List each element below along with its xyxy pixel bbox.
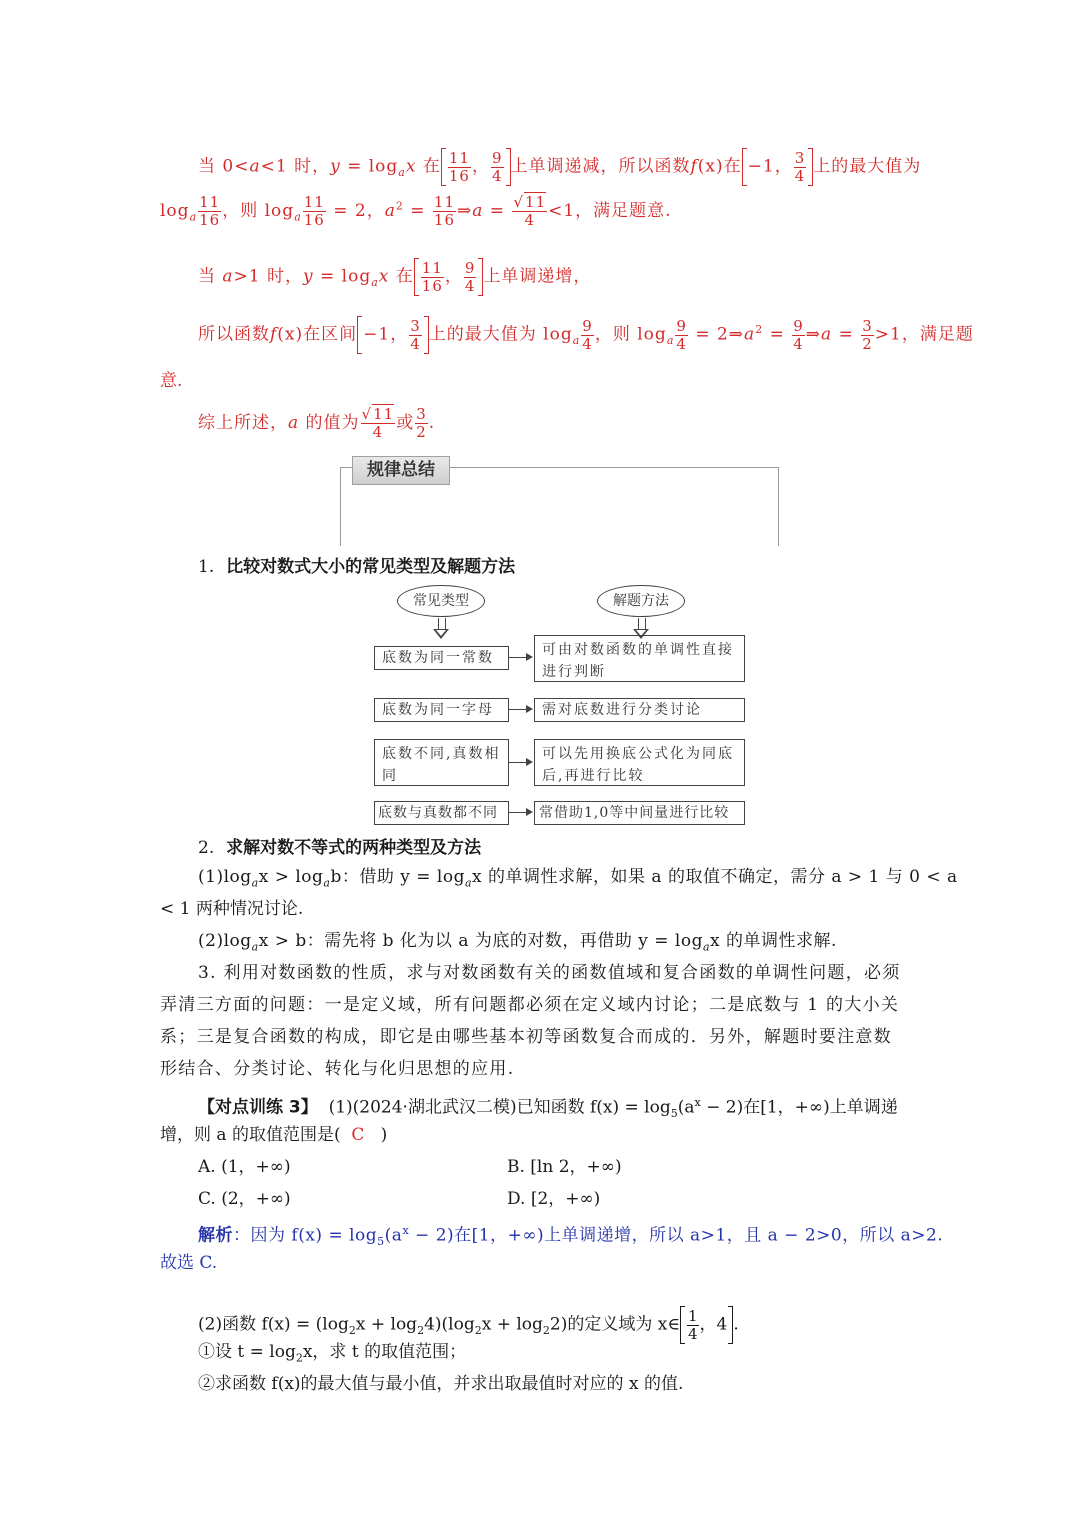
fraction	[409, 318, 422, 353]
text: x 的单调性求解，如果 a 的取值不确定，需分 a > 1 与 0 < a	[472, 867, 958, 887]
subscript: 2	[542, 1323, 550, 1337]
var: a	[384, 201, 396, 221]
denominator: 4	[794, 166, 806, 185]
text: =	[832, 324, 861, 345]
type-box-3	[374, 739, 509, 786]
bracket-left	[414, 258, 419, 296]
text: −1，	[363, 324, 409, 345]
denominator: 4	[676, 334, 687, 353]
var: y	[303, 266, 314, 287]
denominator: 4	[491, 166, 503, 185]
fraction	[303, 194, 326, 229]
text: < 1 两种情况讨论.	[160, 899, 304, 919]
text: ，4	[699, 1314, 728, 1335]
method-label: 可以先用换底公式化为同底后,再进行比较	[542, 746, 734, 784]
option-text: D. [2，+∞)	[507, 1189, 601, 1209]
type-box-2	[374, 698, 509, 722]
denominator: 16	[421, 276, 443, 295]
var: a	[251, 876, 259, 890]
text: (x)在区间	[277, 324, 358, 345]
denominator: 4	[582, 334, 593, 353]
denominator: 16	[433, 211, 456, 229]
text: 上单调递减，所以函数	[510, 156, 691, 177]
section-2-item-1	[198, 866, 958, 894]
text: .	[733, 1314, 739, 1335]
text: = 2，	[326, 201, 385, 221]
right-arrow-icon	[509, 657, 531, 658]
fraction	[581, 318, 594, 353]
solution-line-5	[160, 370, 182, 392]
text: 在	[389, 266, 414, 287]
text: x + log	[355, 1314, 418, 1335]
text: x + log	[481, 1314, 543, 1335]
oval-label: 常见类型	[413, 593, 469, 609]
var: a	[398, 165, 406, 179]
text: 所以函数	[198, 324, 270, 345]
denominator: 16	[448, 166, 470, 185]
exercise-question-1	[198, 1092, 898, 1125]
denominator: 4	[464, 276, 476, 295]
section-2-heading	[198, 833, 481, 858]
text: ，则 log	[222, 201, 295, 221]
text: =	[763, 324, 792, 345]
bracket-left	[357, 316, 362, 354]
solution-line-3	[198, 258, 591, 296]
text: >1，满足题	[874, 324, 974, 345]
text: (x)在	[697, 156, 742, 177]
text: =	[483, 201, 512, 221]
var: f	[270, 324, 278, 345]
text: − 2)在[1，+∞)上单调递增，所以 a>1，且 a − 2>0，所以 a>2.	[409, 1225, 944, 1246]
text: ，则 log	[594, 324, 667, 345]
section-3-line-1	[198, 962, 901, 984]
exercise-question-2-item-2	[198, 1373, 683, 1395]
var: a	[251, 940, 259, 954]
text: = 2⇒	[688, 324, 745, 345]
text: 增，则 a 的取值范围是(	[160, 1125, 341, 1145]
exercise-tag: 【对点训练 3】	[198, 1097, 318, 1118]
summary-title: 规律总结	[352, 456, 450, 485]
var: a	[249, 156, 261, 177]
fraction	[433, 194, 456, 229]
text: ，	[444, 266, 463, 287]
denominator: 4	[372, 423, 384, 441]
type-box-4	[374, 801, 509, 825]
var: f	[690, 156, 698, 177]
fraction	[512, 194, 547, 229]
var: a	[294, 210, 302, 224]
numerator: 11	[303, 193, 325, 211]
type-label: 底数与真数都不同	[378, 805, 498, 821]
var: a	[666, 333, 675, 347]
solution-analysis-cont	[160, 1252, 217, 1274]
method-label: 可由对数函数的单调性直接进行判断	[542, 642, 734, 680]
solution-line-4	[198, 316, 974, 354]
subscript: 2	[474, 1323, 482, 1337]
var: a	[744, 324, 756, 345]
text: <1 时，	[260, 156, 331, 177]
section-2-item-2	[198, 930, 837, 958]
right-arrow-icon	[509, 812, 531, 813]
method-label: 需对底数进行分类讨论	[542, 702, 702, 718]
section-title: 比较对数式大小的常见类型及解题方法	[226, 557, 516, 577]
text: (1)log	[198, 867, 252, 887]
method-label: 常借助1,0等中间量进行比较	[539, 805, 730, 821]
fraction	[464, 260, 477, 295]
text: )	[380, 1125, 388, 1145]
oval-solution-methods	[597, 585, 685, 617]
numerator: 9	[793, 316, 804, 335]
var: a	[472, 201, 484, 221]
oval-common-types	[397, 585, 485, 617]
right-arrow-icon	[509, 762, 531, 763]
method-box-3	[534, 739, 745, 786]
section-3-line-4	[160, 1058, 514, 1080]
var: a	[288, 413, 300, 433]
text: = log	[313, 266, 372, 287]
numerator: 11	[433, 193, 456, 211]
section-1-heading	[198, 552, 515, 577]
answer: C	[351, 1125, 365, 1145]
option-text: A. (1，+∞)	[198, 1157, 291, 1177]
exponent: 2	[755, 322, 764, 336]
fraction	[792, 318, 805, 353]
denominator: 16	[199, 211, 221, 229]
text: x，求 t 的取值范围；	[302, 1342, 467, 1362]
method-box-1	[534, 635, 745, 682]
text: (2)log	[198, 931, 252, 951]
denominator: 4	[524, 211, 536, 229]
numerator: 11	[421, 258, 443, 277]
text: ：因为 f(x) = log	[233, 1225, 378, 1246]
denominator: 2	[416, 423, 427, 441]
section-2-item-1-cont	[160, 898, 303, 920]
text: −1，	[747, 156, 793, 177]
text: 系；三是复合函数的构成，即它是由哪些基本初等函数复合而成的．另外，解题时要注意数	[160, 1027, 892, 1047]
text: 3. 利用对数函数的性质，求与对数函数有关的函数值域和复合函数的单调性问题，必须	[198, 963, 901, 983]
var: x	[405, 156, 417, 177]
subscript: 5	[377, 1235, 385, 1249]
type-label: 底数不同,真数相同	[382, 746, 501, 784]
text: 在	[416, 156, 441, 177]
numerator: 3	[416, 405, 427, 423]
solution-line-1	[198, 148, 921, 186]
text: 故选 C.	[160, 1253, 218, 1273]
text: b：借助 y = log	[330, 867, 465, 887]
text: (a	[384, 1225, 403, 1246]
fraction	[448, 150, 471, 185]
numerator: 11	[199, 193, 221, 211]
text: (2)函数 f(x) = (log	[198, 1314, 349, 1335]
text: ，	[471, 156, 490, 177]
section-number: 2.	[198, 838, 215, 858]
option-d	[507, 1188, 600, 1210]
text: <1，满足题意.	[548, 201, 672, 221]
fraction	[198, 194, 221, 229]
numerator: 11	[448, 148, 470, 167]
text: 形结合、分类讨论、转化与化归思想的应用.	[160, 1059, 515, 1079]
bracket-left	[441, 148, 446, 186]
fraction	[687, 1308, 699, 1343]
text: ②求函数 f(x)的最大值与最小值，并求出取最值时对应的 x 的值.	[198, 1374, 684, 1394]
exponent: x	[694, 1096, 701, 1109]
text: 弄清三方面的问题：一是定义域，所有问题都必须在定义域内讨论；二是底数与 1 的大小关	[160, 995, 900, 1015]
text: 当 0<	[198, 156, 250, 177]
section-number: 1.	[198, 557, 215, 577]
numerator: 3	[410, 316, 421, 335]
text: x > log	[258, 867, 324, 887]
numerator: 9	[464, 258, 476, 277]
solution-analysis	[198, 1220, 943, 1253]
bracket-left	[742, 148, 747, 186]
denominator: 16	[303, 211, 325, 229]
text: log	[160, 201, 190, 221]
fraction	[491, 150, 504, 185]
type-label: 底数为同一常数	[382, 650, 494, 666]
radicand: 11	[525, 193, 547, 211]
solution-line-2	[160, 194, 672, 229]
option-text: C. (2，+∞)	[198, 1189, 291, 1209]
subscript: 5	[670, 1107, 678, 1121]
radicand: 11	[373, 405, 395, 423]
text: ⇒	[805, 324, 822, 345]
text: 或	[396, 413, 415, 433]
option-text: B. [ln 2，+∞)	[507, 1157, 622, 1177]
numerator: √11	[513, 193, 547, 211]
var: a	[702, 940, 711, 954]
var: a	[572, 333, 581, 347]
text: 意.	[160, 371, 183, 391]
var: a	[323, 876, 331, 890]
text: 上的最大值为	[813, 156, 922, 177]
method-box-4	[534, 801, 745, 825]
text: =	[403, 201, 432, 221]
numerator: 3	[862, 316, 873, 335]
text: 2)的定义域为 x∈	[549, 1314, 680, 1335]
text: (a	[677, 1097, 695, 1118]
fraction	[361, 406, 396, 441]
oval-label: 解题方法	[613, 593, 669, 609]
text: x > b：需先将 b 化为以 a 为底的对数，再借助 y = log	[258, 931, 703, 951]
analysis-label: 解析	[198, 1225, 233, 1246]
text: x 的单调性求解.	[710, 931, 837, 951]
subscript: 2	[295, 1351, 303, 1365]
exponent: x	[402, 1224, 410, 1237]
var: y	[330, 156, 341, 177]
option-b	[507, 1156, 622, 1178]
section-3-line-2	[160, 994, 899, 1016]
text: 综上所述，	[198, 413, 288, 433]
text: 的值为	[299, 413, 360, 433]
text: 4)(log	[424, 1314, 475, 1335]
denominator: 4	[793, 334, 804, 353]
text: 当	[198, 266, 223, 287]
var: a	[371, 275, 379, 289]
type-box-1	[374, 646, 509, 670]
fraction	[421, 260, 444, 295]
fraction	[861, 318, 874, 353]
fraction	[675, 318, 688, 353]
text: ⇒	[457, 201, 473, 221]
exercise-question-2	[198, 1306, 739, 1344]
option-c	[198, 1188, 291, 1210]
numerator: √11	[361, 405, 395, 423]
solution-line-6	[198, 406, 435, 441]
subscript: 2	[348, 1323, 356, 1337]
method-box-2	[534, 698, 745, 722]
exercise-question-1-cont	[160, 1124, 387, 1146]
text: ①设 t = log	[198, 1342, 296, 1362]
text: − 2)在[1，+∞)上单调递	[700, 1097, 898, 1118]
right-arrow-icon	[509, 709, 531, 710]
numerator: 3	[794, 148, 806, 167]
var: a	[821, 324, 833, 345]
var: a	[222, 266, 234, 287]
numerator: 9	[676, 316, 687, 335]
var: a	[464, 876, 473, 890]
text: .	[428, 413, 436, 433]
denominator: 2	[862, 334, 873, 353]
numerator: 9	[491, 148, 503, 167]
exponent: 2	[395, 199, 404, 213]
text: (1)(2024·湖北武汉二模)已知函数 f(x) = log	[328, 1097, 671, 1118]
section-3-line-3	[160, 1026, 892, 1048]
denominator: 4	[410, 334, 421, 353]
bracket-left	[680, 1306, 685, 1344]
text: 上单调递增，	[483, 266, 592, 287]
var: a	[189, 210, 198, 224]
text: 上的最大值为 log	[428, 324, 573, 345]
denominator: 4	[687, 1324, 698, 1343]
type-label: 底数为同一字母	[382, 702, 494, 718]
numerator: 9	[582, 316, 593, 335]
option-a	[198, 1156, 291, 1178]
subscript: 2	[417, 1323, 425, 1337]
fraction	[794, 150, 807, 185]
down-arrow-icon	[436, 618, 446, 640]
text: = log	[340, 156, 399, 177]
exercise-question-2-item-1	[198, 1341, 466, 1369]
fraction	[415, 406, 428, 441]
var: x	[378, 266, 390, 287]
text: >1 时，	[233, 266, 304, 287]
section-title: 求解对数不等式的两种类型及方法	[226, 838, 482, 858]
numerator: 1	[687, 1306, 698, 1325]
